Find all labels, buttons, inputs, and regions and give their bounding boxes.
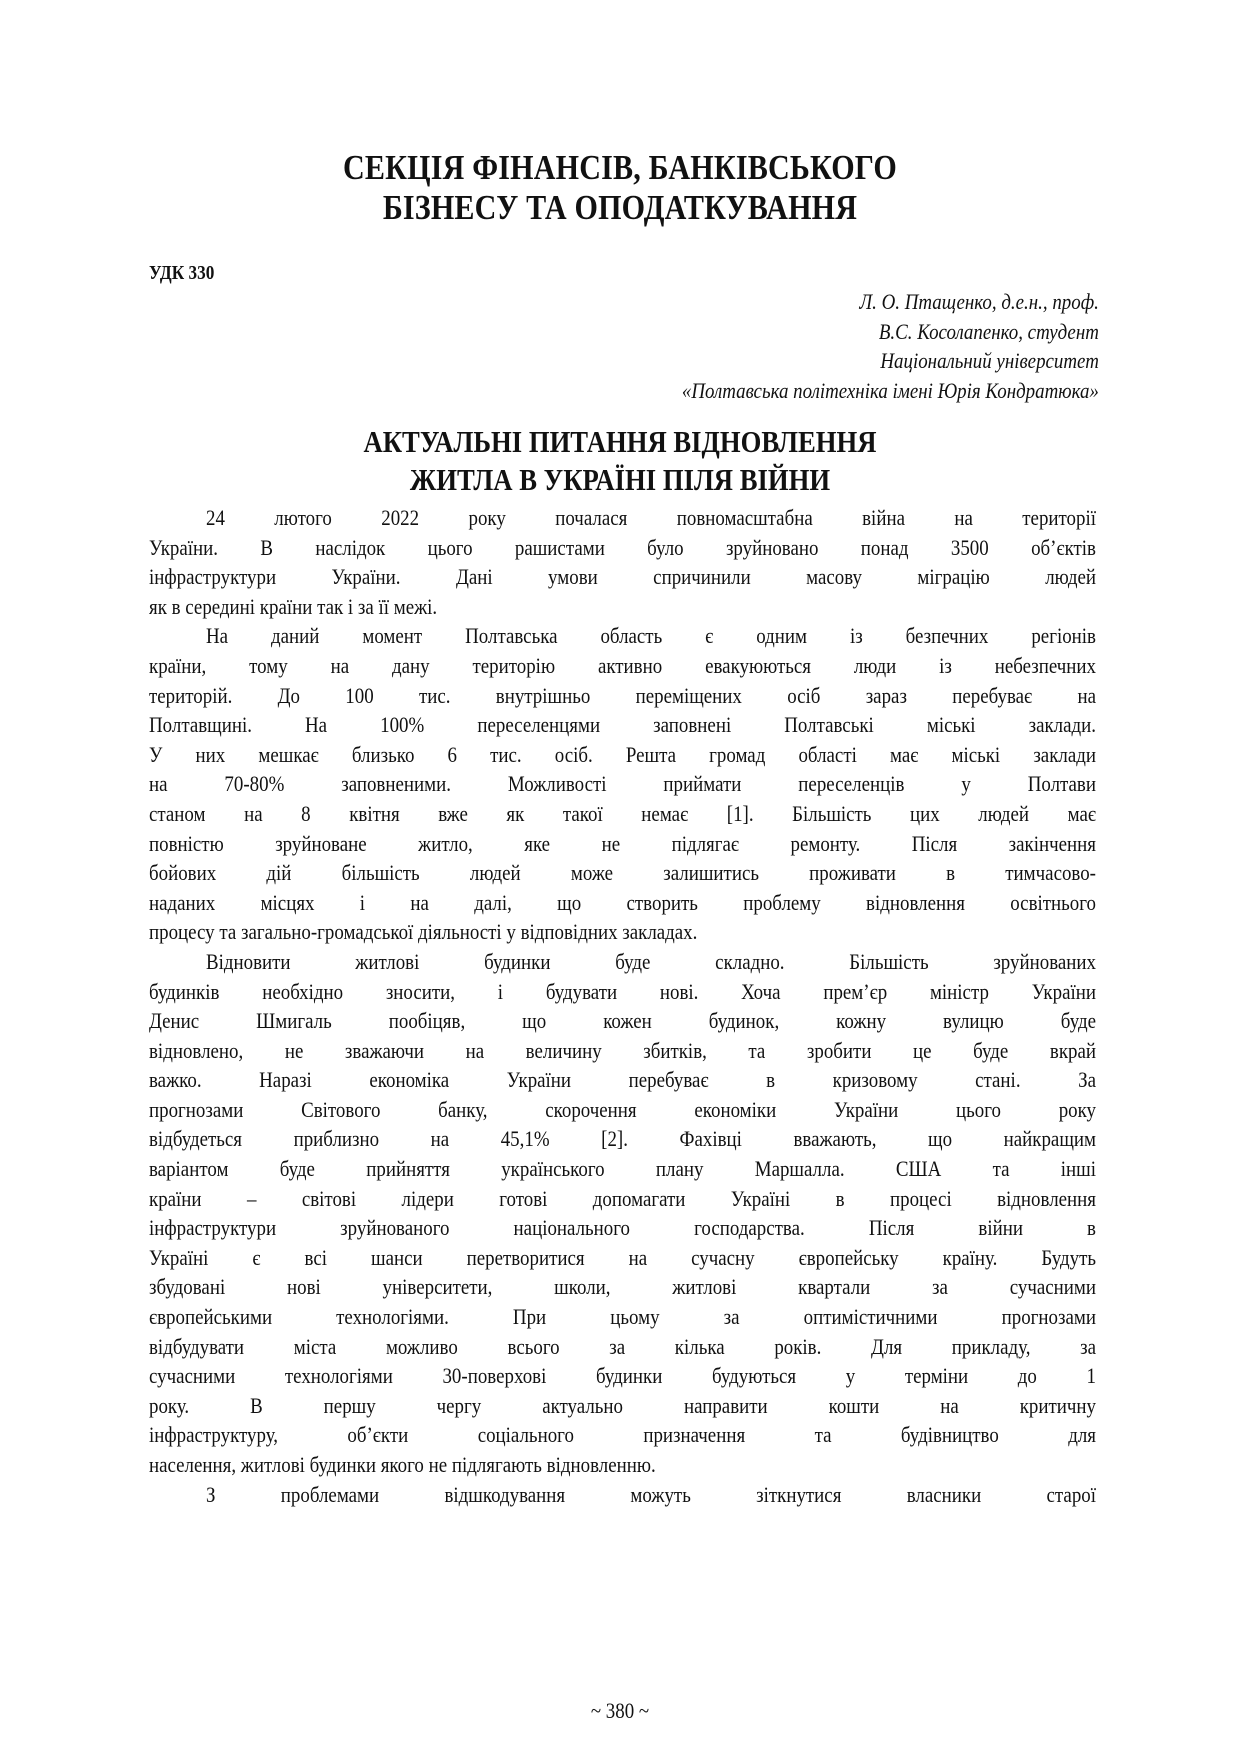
- section-header: [87, 148, 1153, 228]
- section-header-line: СЕКЦІЯ ФІНАНСІВ, БАНКІВСЬКОГО: [343, 148, 897, 187]
- body-line: сучасними технологіями 30-поверхові будинки будуються у терміни до 1: [149, 1363, 1096, 1389]
- body-line: будинків необхідно зносити, і будувати нові. Хоча прем’єр міністр України: [149, 978, 1096, 1004]
- article-title: [87, 423, 1153, 499]
- body-line: Денис Шмигаль пообіцяв, що кожен будинок, кожну вулицю буде: [149, 1008, 1096, 1034]
- body-line: відновлено, не зважаючи на величину збитків, та зробити це буде вкрай: [149, 1037, 1096, 1063]
- body-line: З проблемами відшкодування можуть зіткнутися власники старої: [205, 1481, 1096, 1507]
- body-line: інфраструктуру, об’єкти соціального призначення та будівництво для: [149, 1422, 1096, 1448]
- body-line: інфраструктури України. Дані умови спричинили масову міграцію людей: [149, 564, 1096, 590]
- body-line: європейськими технологіями. При цьому за оптимістичними прогнозами: [149, 1304, 1096, 1330]
- affiliation-line: «Полтавська політехніка імені Юрія Кондратюка»: [682, 377, 1099, 403]
- section-header-line: БІЗНЕСУ ТА ОПОДАТКУВАННЯ: [382, 188, 858, 227]
- page-number: ~ 380 ~: [590, 1698, 650, 1723]
- body-line: Відновити житлові будинки буде складно. Більшість зруйнованих: [205, 948, 1096, 974]
- body-line: країни – світові лідери готові допомагати Україні в процесі відновлення: [149, 1185, 1096, 1211]
- article-title-line: ЖИТЛА В УКРАЇНІ ПІЛЯ ВІЙНИ: [409, 462, 831, 497]
- body-line: процесу та загально-громадської діяльності у відповідних закладах.: [149, 919, 698, 945]
- body-line: на 70-80% заповненими. Можливості приймати переселенців у Полтави: [149, 771, 1096, 797]
- body-line: На даний момент Полтавська область є одним із безпечних регіонів: [205, 623, 1096, 649]
- udc-code: УДК 330: [149, 262, 215, 284]
- author-line: В.С. Косолапенко, студент: [878, 318, 1099, 344]
- body-line: Україні є всі шанси перетворитися на сучасну європейську країну. Будуть: [149, 1244, 1096, 1270]
- body-line: варіантом буде прийняття українського плану Маршалла. США та інші: [149, 1156, 1096, 1182]
- body-line: У них мешкає близько 6 тис. осіб. Решта громад області має міські заклади: [149, 741, 1096, 767]
- body-line: інфраструктури зруйнованого національного господарства. Після війни в: [149, 1215, 1096, 1241]
- body-line: населення, житлові будинки якого не підлягають відновленню.: [149, 1452, 656, 1477]
- body-line: Полтавщині. На 100% переселенцями заповнені Полтавські міські заклади.: [149, 712, 1096, 738]
- body-line: бойових дій більшість людей може залишитись проживати в тимчасово-: [149, 860, 1096, 886]
- affiliation-line: Національний університет: [880, 348, 1099, 373]
- body-line: територій. До 100 тис. внутрішньо переміщених осіб зараз перебуває на: [149, 682, 1096, 708]
- article-body: [149, 503, 1096, 1509]
- body-line: наданих місцях і на далі, що створить проблему відновлення освітнього: [149, 889, 1096, 915]
- body-line: України. В наслідок цього рашистами було зруйновано понад 3500 об’єктів: [149, 534, 1096, 560]
- body-line: прогнозами Світового банку, скорочення економіки України цього року: [149, 1096, 1096, 1122]
- body-line: року. В першу чергу актуально направити кошти на критичну: [149, 1392, 1096, 1418]
- body-line: повністю зруйноване житло, яке не підлягає ремонту. Після закінчення: [149, 830, 1096, 856]
- body-line: важко. Наразі економіка України перебуває в кризовому стані. За: [149, 1067, 1096, 1093]
- article-title-line: АКТУАЛЬНІ ПИТАННЯ ВІДНОВЛЕННЯ: [363, 424, 877, 459]
- author-block: [614, 287, 1099, 405]
- body-line: станом на 8 квітня вже як такої немає [1]. Більшість цих людей має: [149, 800, 1096, 826]
- body-line: як в середині країни так і за її межі.: [149, 593, 438, 619]
- body-line: 24 лютого 2022 року почалася повномасштабна війна на території: [205, 505, 1096, 530]
- body-line: країни, тому на дану територію активно евакуюються люди із небезпечних: [149, 652, 1096, 678]
- body-line: відбудеться приблизно на 45,1% [2]. Фахівці вважають, що найкращим: [149, 1126, 1096, 1152]
- body-line: збудовані нові університети, школи, житлові квартали за сучасними: [149, 1274, 1096, 1300]
- author-line: Л. О. Птащенко, д.е.н., проф.: [859, 289, 1099, 314]
- body-line: відбудувати міста можливо всього за кілька років. Для прикладу, за: [149, 1333, 1096, 1359]
